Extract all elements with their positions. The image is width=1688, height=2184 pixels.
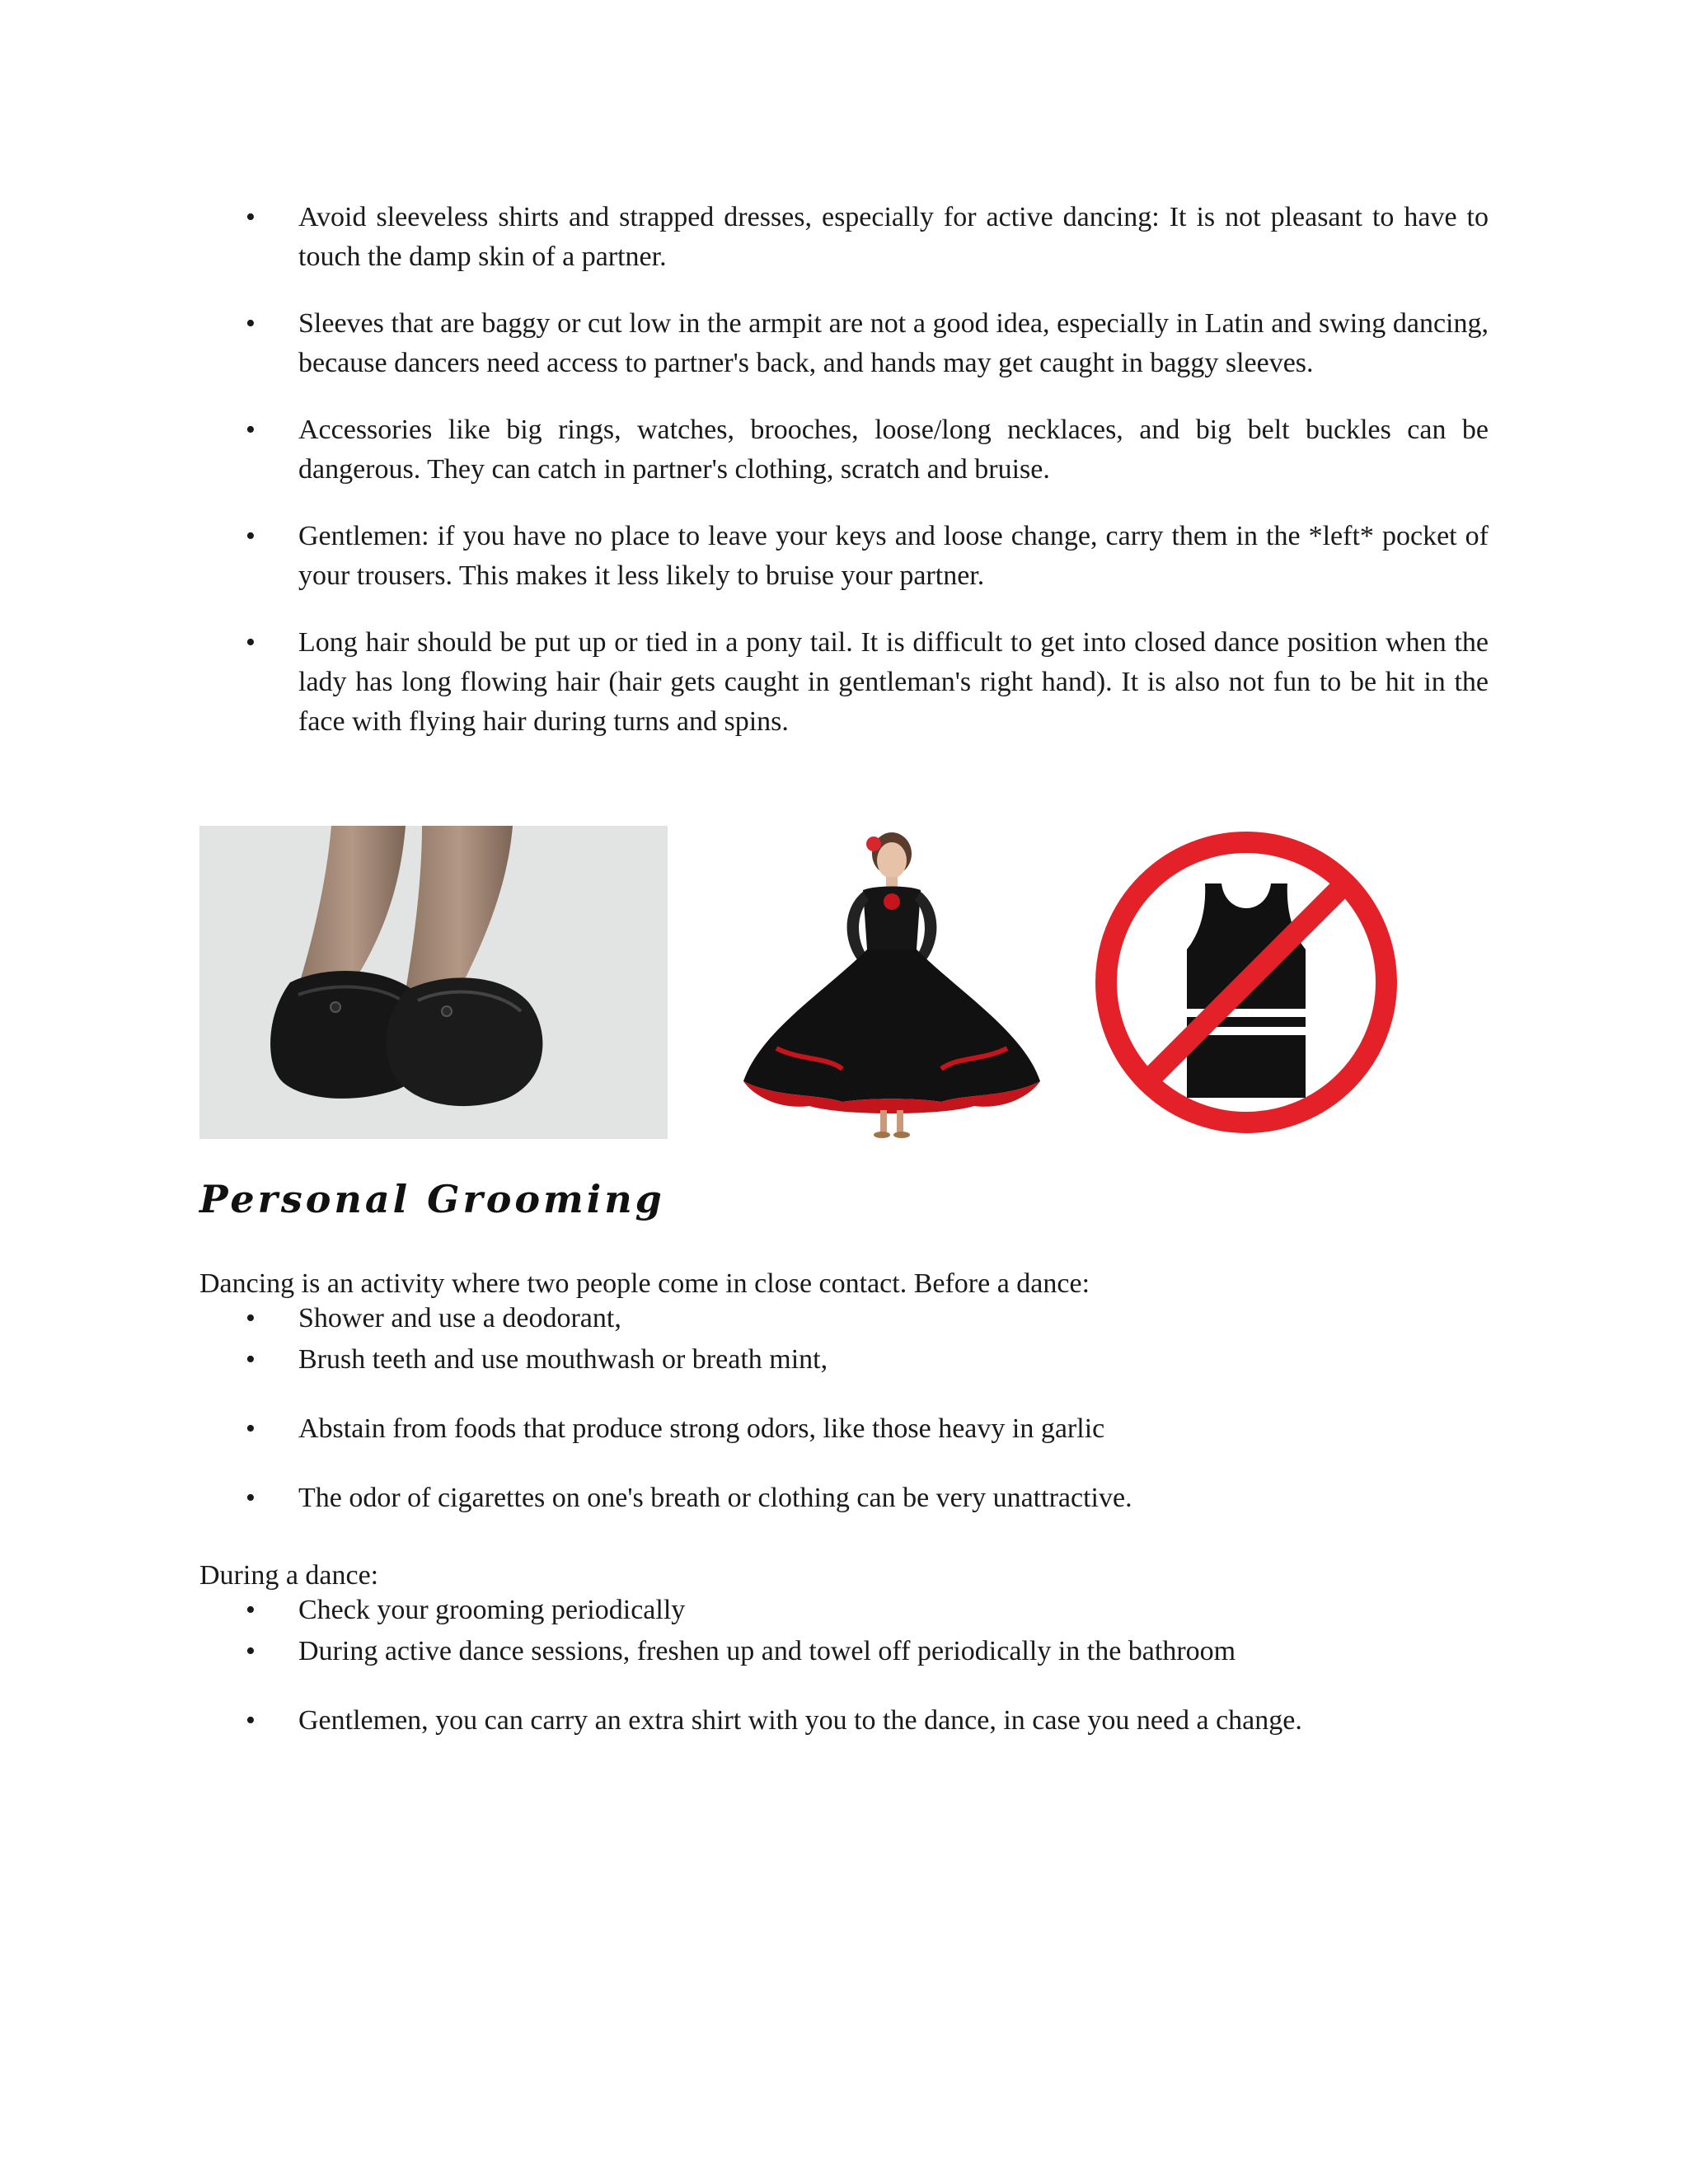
ballroom-dress-image [727,826,1057,1139]
no-sleeveless-sign-image [1090,826,1403,1139]
section-heading: Personal Grooming [199,1177,665,1221]
during-dance-list [199,1591,1489,1742]
list-item: • Gentlemen: if you have no place to leave your keys and loose change, carry them in the *left* pocket of your trousers. This makes it less likely to bruise your partner. [199,517,1489,596]
list-item: • Avoid sleeveless shirts and strapped dresses, especially for active dancing: It is not pleasant to have to touch the damp skin of a partner. [199,198,1489,277]
list-item: • Sleeves that are baggy or cut low in the armpit are not a good idea, especially in Latin and swing dancing, because dancers need access to partner's back, and hands may get caught in baggy sleeves. [199,304,1489,383]
list-item: • During active dance sessions, freshen up and towel off periodically in the bathroom [199,1632,1489,1671]
during-dance-intro: During a dance: [199,1560,379,1591]
list-item: • Check your grooming periodically [199,1591,1489,1630]
list-item: • Long hair should be put up or tied in a pony tail. It is difficult to get into closed dance position when the lady has long flowing hair (hair gets caught in gentleman's right hand). It is also not fun to be hit in the face with flying hair during turns and spins. [199,623,1489,742]
list-item: • Shower and use a deodorant, [199,1299,1489,1338]
prohibition-icon [1090,826,1403,1139]
ballet-shoes-image [199,826,668,1139]
list-item: • The odor of cigarettes on one's breath or clothing can be very unattractive. [199,1479,1489,1518]
illustration-row [199,826,1395,1139]
list-item: • Gentlemen, you can carry an extra shirt with you to the dance, in case you need a change. [199,1701,1489,1741]
before-dance-list [199,1299,1489,1520]
attire-bullet-list [199,198,1489,769]
list-item: • Abstain from foods that produce strong odors, like those heavy in garlic [199,1409,1489,1449]
list-item: • Accessories like big rings, watches, brooches, loose/long necklaces, and big belt buckles can be dangerous. They can catch in partner's clothing, scratch and bruise. [199,410,1489,490]
before-dance-intro: Dancing is an activity where two people come in close contact. Before a dance: [199,1268,1090,1299]
list-item: • Brush teeth and use mouthwash or breath mint, [199,1340,1489,1380]
ballroom-dress-illustration [727,826,1057,1139]
ballet-shoes-illustration [199,826,668,1139]
